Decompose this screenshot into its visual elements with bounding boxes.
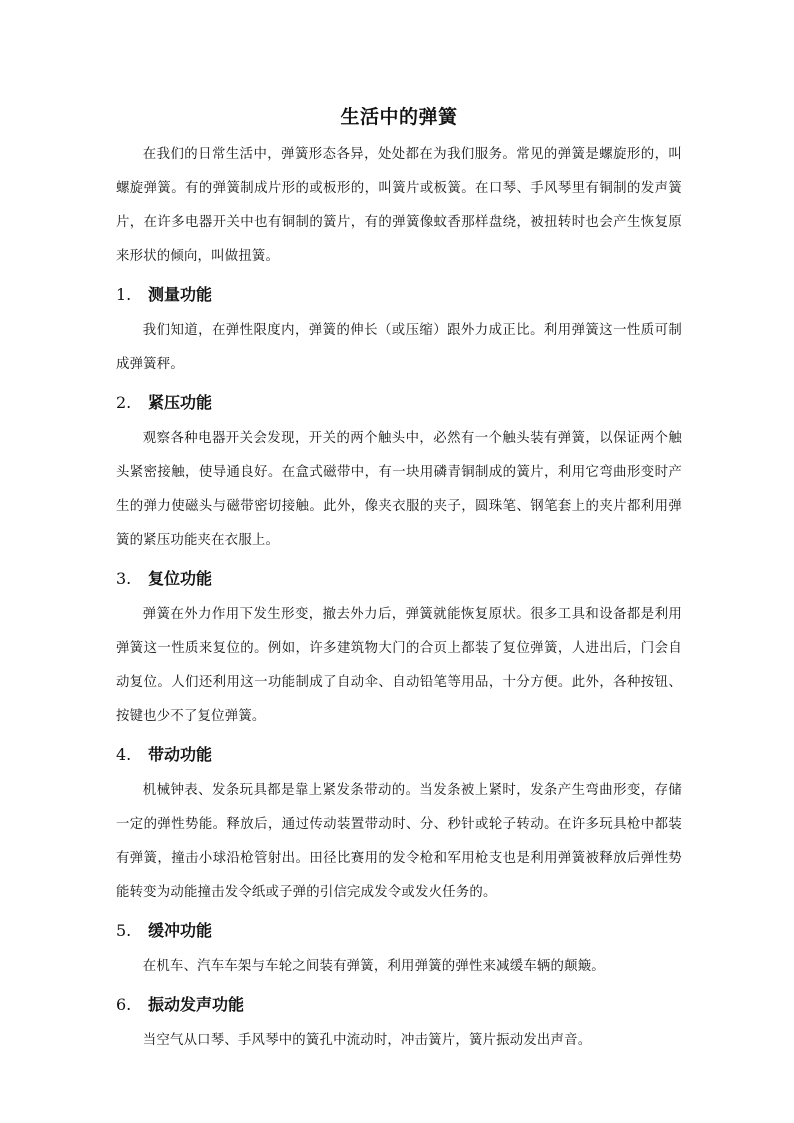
section-paragraph: 机械钟表、发条玩具都是靠上紧发条带动的。当发条被上紧时，发条产生弯曲形变，存储一定的弹性势能。释放后，通过传动装置带动时、分、秒针或轮子转动。在许多玩具枪中都装有弹簧，撞击小球沿枪管射出。田径比赛用的发令枪和军用枪支也是利用弹簧被释放后弹性势能转变为动能撞击发令纸或子弹的引信完成发令或发火任务的。 — [116, 783, 682, 900]
document-page — [116, 100, 682, 1060]
section-title: 振动发声功能 — [148, 995, 245, 1014]
section-heading — [116, 740, 682, 770]
section-number: 4. — [116, 745, 132, 764]
section-number: 5. — [116, 921, 132, 940]
section-paragraph: 在机车、汽车车架与车轮之间装有弹簧，利用弹簧的弹性来减缓车辆的颠簸。 — [142, 959, 605, 974]
section-number: 6. — [116, 995, 132, 1014]
section-paragraph: 我们知道，在弹性限度内，弹簧的伸长（或压缩）跟外力成正比。利用弹簧这一性质可制成弹簧秤。 — [116, 323, 682, 372]
section-title: 紧压功能 — [148, 393, 213, 412]
section-reset — [116, 564, 682, 734]
section-paragraph: 观察各种电器开关会发现，开关的两个触头中，必然有一个触头装有弹簧，以保证两个触头紧密接触，使导通良好。在盒式磁带中，有一块用磷青铜制成的簧片，利用它弯曲形变时产生的弹力使磁头与磁带密切接触。此外，像夹衣服的夹子，圆珠笔、钢笔套上的夹片都利用弹簧的紧压功能夹在衣服上。 — [116, 431, 682, 548]
section-vibration — [116, 990, 682, 1058]
section-clamp — [116, 388, 682, 558]
section-title: 带动功能 — [148, 745, 213, 764]
section-number: 3. — [116, 569, 132, 588]
section-number: 2. — [116, 393, 132, 412]
section-number: 1. — [116, 285, 132, 304]
section-heading — [116, 990, 682, 1020]
section-measure — [116, 280, 682, 382]
document-title: 生活中的弹簧 — [340, 106, 458, 128]
section-heading — [116, 564, 682, 594]
section-paragraph: 弹簧在外力作用下发生形变，撤去外力后，弹簧就能恢复原状。很多工具和设备都是利用弹簧这一性质来复位的。例如，许多建筑物大门的合页上都装了复位弹簧，人进出后，门会自动复位。人们还利用这一功能制成了自动伞、自动铅笔等用品，十分方便。此外，各种按钮、按键也少不了复位弹簧。 — [116, 607, 682, 724]
section-title: 缓冲功能 — [148, 921, 213, 940]
section-title: 复位功能 — [148, 569, 213, 588]
section-title: 测量功能 — [148, 285, 213, 304]
section-buffer — [116, 916, 682, 984]
section-heading — [116, 388, 682, 418]
intro-paragraph: 在我们的日常生活中，弹簧形态各异，处处都在为我们服务。常见的弹簧是螺旋形的，叫螺旋弹簧。有的弹簧制成片形的或板形的，叫簧片或板簧。在口琴、手风琴里有铜制的发声簧片，在许多电器开关中也有铜制的簧片，有的弹簧像蚊香那样盘绕，被扭转时也会产生恢复原来形状的倾向，叫做扭簧。 — [116, 147, 682, 264]
section-paragraph: 当空气从口琴、手风琴中的簧孔中流动时，冲击簧片，簧片振动发出声音。 — [142, 1033, 592, 1048]
section-heading — [116, 916, 682, 946]
section-heading — [116, 280, 682, 310]
section-drive — [116, 740, 682, 910]
